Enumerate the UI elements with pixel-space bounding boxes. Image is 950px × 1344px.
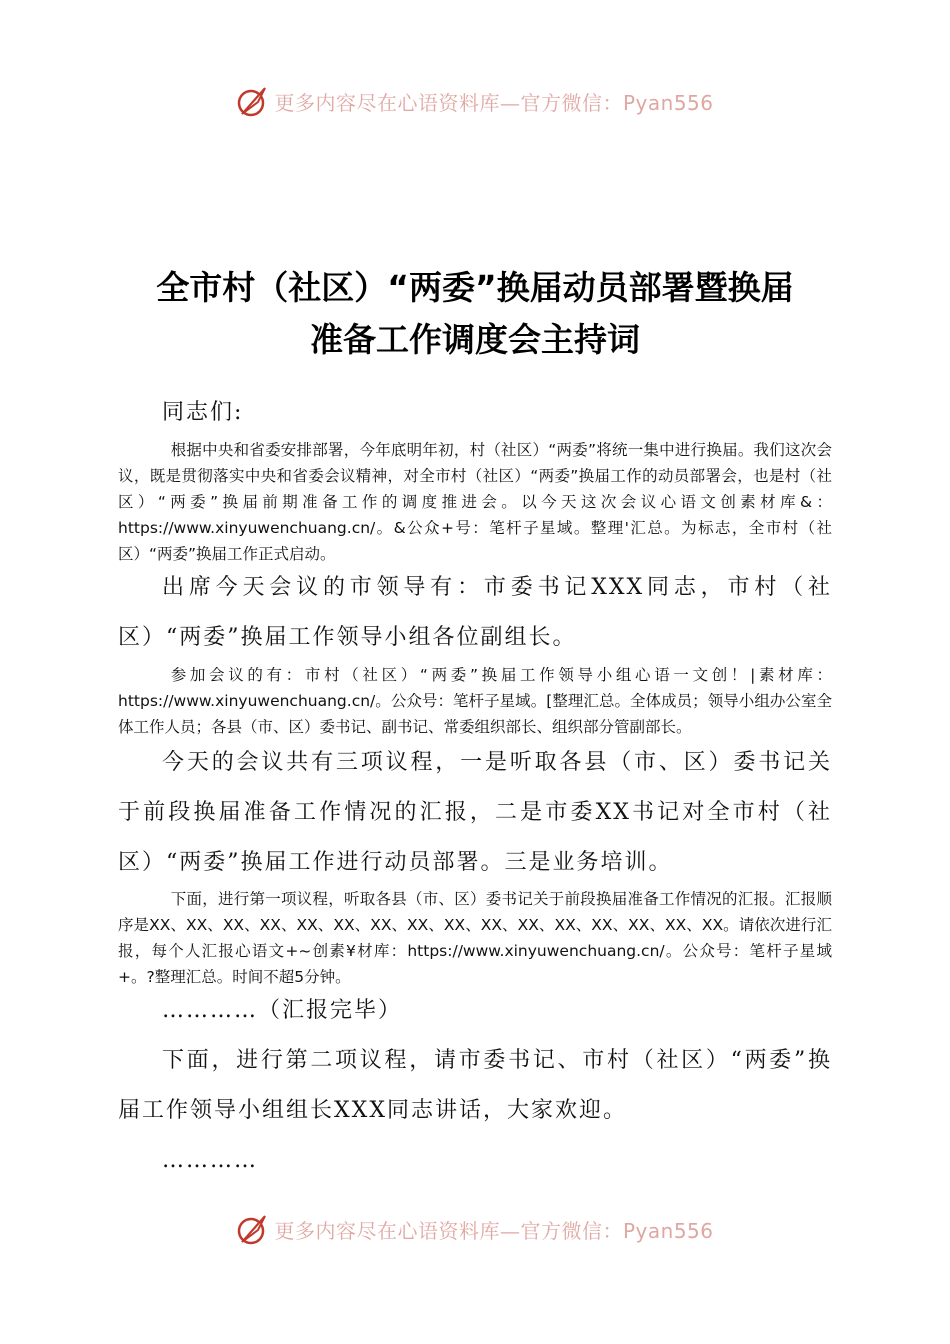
paragraph-4: 今天的会议共有三项议程，一是听取各县（市、区）委书记关于前段换届准备工作情况的汇报，二是市委XX书记对全市村（社区）“两委”换届工作进行动员部署。三是业务培训。 [118, 750, 832, 875]
footer-watermark [0, 1212, 950, 1246]
quill-logo-icon [236, 1212, 270, 1246]
paragraph-5: 下面，进行第一项议程，听取各县（市、区）委书记关于前段换届准备工作情况的汇报。汇报顺序是XX、XX、XX、XX、XX、XX、XX、XX、XX、XX、XX、XX、XX、XX、XX、XX。请依次进行汇报，每个人汇报心语文+~创素¥材库：https://www.xinyuwenchuang.cn/。公众号：笔杆子星域+。?整理汇总。时间不超5分钟。 [118, 890, 832, 986]
greeting: 同志们: [162, 400, 244, 425]
watermark-text: 更多内容尽在心语资料库—官方微信：Pyan556 [274, 90, 714, 115]
paragraph-2: 出席今天会议的市领导有：市委书记XXX同志，市村（社区）“两委”换届工作领导小组各位副组长。 [118, 575, 832, 650]
watermark-text: 更多内容尽在心语资料库—官方微信：Pyan556 [274, 1218, 714, 1243]
document-title [0, 262, 950, 366]
quill-logo-icon [236, 84, 270, 118]
watermark-account: Pyan556 [622, 1218, 714, 1243]
title-line-1: 全市村（社区）“两委”换届动员部署暨换届 [156, 268, 794, 307]
paragraph-1: 根据中央和省委安排部署，今年底明年初，村（社区）“两委”将统一集中进行换届。我们这次会议，既是贯彻落实中央和省委会议精神，对全市村（社区）“两委”换届工作的动员部署会，也是村（社区）“两委”换届前期准备工作的调度推进会。以今天这次会议心语文创素材库&：https://www.xinyuwenchuang.cn/。&公众+号：笔杆子星域。整理'汇总。为标志，全市村（社区）“两委”换届工作正式启动。 [118, 441, 832, 563]
paragraph-8: ………… [162, 1148, 258, 1173]
header-watermark [0, 84, 950, 118]
paragraph-6: …………（汇报完毕） [162, 998, 403, 1023]
paragraph-7: 下面，进行第二项议程，请市委书记、市村（社区）“两委”换届工作领导小组组长XXX同志讲话，大家欢迎。 [118, 1048, 832, 1123]
watermark-account: Pyan556 [622, 90, 714, 115]
title-line-2: 准备工作调度会主持词 [310, 320, 640, 359]
paragraph-3: 参加会议的有：市村（社区）“两委”换届工作领导小组心语一文创！|素材库：https://www.xinyuwenchuang.cn/。公众号：笔杆子星域。[整理汇总。全体成员；领导小组办公室全体工作人员；各县（市、区）委书记、副书记、常委组织部长、组织部分管副部长。 [118, 666, 832, 736]
